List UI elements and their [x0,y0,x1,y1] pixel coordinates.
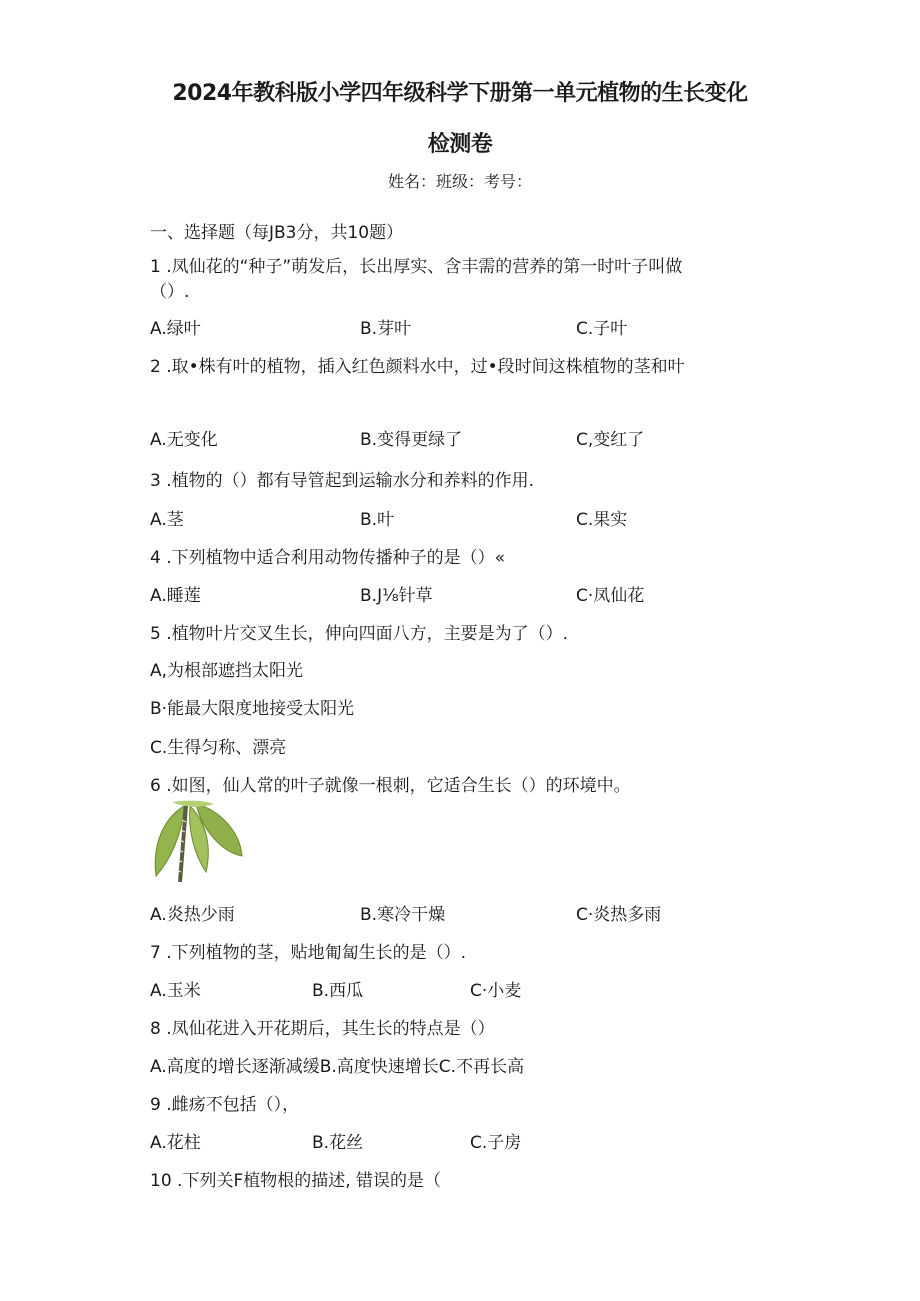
document-title-line2: 检测卷 [427,132,493,157]
question-2-option-c: C,变红了 [576,430,645,450]
question-8-line-1: 8 .凤仙花进入开花期后，其生长的特点是（） [150,1019,495,1039]
question-10-line-1: 10 .下列关F植物根的描述, 错误的是（ [150,1171,442,1191]
question-3-option-c: C.果实 [576,510,628,530]
question-2-option-b: B.变得更绿了 [360,430,463,450]
leaf-icon [150,800,246,884]
question-7-option-a: A.玉米 [150,981,201,1001]
question-5-option-b: B·能最大限度地接受太阳光 [150,699,355,719]
question-7-option-b: B.西瓜 [312,981,364,1001]
question-6-option-b: B.寒冷干燥 [360,905,446,925]
question-6-line-1: 6 .如图，仙人常的叶子就像一根刺，它适合生长（）的环境中。 [150,776,631,796]
question-1-option-a: A.绿叶 [150,319,201,339]
question-4-option-c: C·凤仙花 [576,586,645,606]
question-4-option-a: A.睡莲 [150,586,201,606]
question-5-line-1: 5 .植物叶片交叉生长，伸向四面八方，主要是为了（）. [150,624,569,644]
question-4-option-b: B.J⅛针草 [360,586,433,606]
question-7-line-1: 7 .下列植物的茎，贴地匍匐生长的是（）. [150,943,467,963]
question-3-option-b: B.叶 [360,510,395,530]
question-9-option-c: C.子房 [470,1133,522,1153]
question-1-option-b: B.芽叶 [360,319,412,339]
question-6-option-c: C·炎热多雨 [576,905,662,925]
question-6-option-a: A.炎热少雨 [150,905,235,925]
question-3-option-a: A.茎 [150,510,184,530]
question-5-option-a: A,为根部遮挡太阳光 [150,661,304,681]
document-title-line1: 2024年教科版小学四年级科学下册第一单元植物的生长变化 [172,81,748,106]
question-4-line-1: 4 .下列植物中适合利用动物传播种子的是（）« [150,548,506,568]
question-1-option-c: C.子叶 [576,319,628,339]
question-3-line-1: 3 .植物的（）都有导管起到运输水分和养料的作用. [150,471,535,491]
question-9-option-b: B.花丝 [312,1133,364,1153]
question-2-line-1: 2 .取•株有叶的植物，插入红色颜料水中，过•段时间这株植物的茎和叶 [150,357,685,377]
question-9-line-1: 9 .雌疡不包括（）， [150,1095,300,1115]
section-heading: 一、选择题（每JB3分，共10题） [150,223,404,243]
question-1-line-2: （）. [150,282,190,302]
question-7-option-c: C·小麦 [470,981,522,1001]
question-8-options: A.高度的增长逐渐减缓B.高度快速增长C.不再长高 [150,1057,525,1077]
question-2-option-a: A.无变化 [150,430,218,450]
student-info: 姓名：班级：考号： [387,172,532,191]
question-5-option-c: C.生得匀称、漂亮 [150,738,287,758]
question-9-option-a: A.花柱 [150,1133,201,1153]
question-1-line-1: 1 .凤仙花的“种子”萌发后，长出厚实、含丰需的营养的第一时叶子叫做 [150,257,683,277]
